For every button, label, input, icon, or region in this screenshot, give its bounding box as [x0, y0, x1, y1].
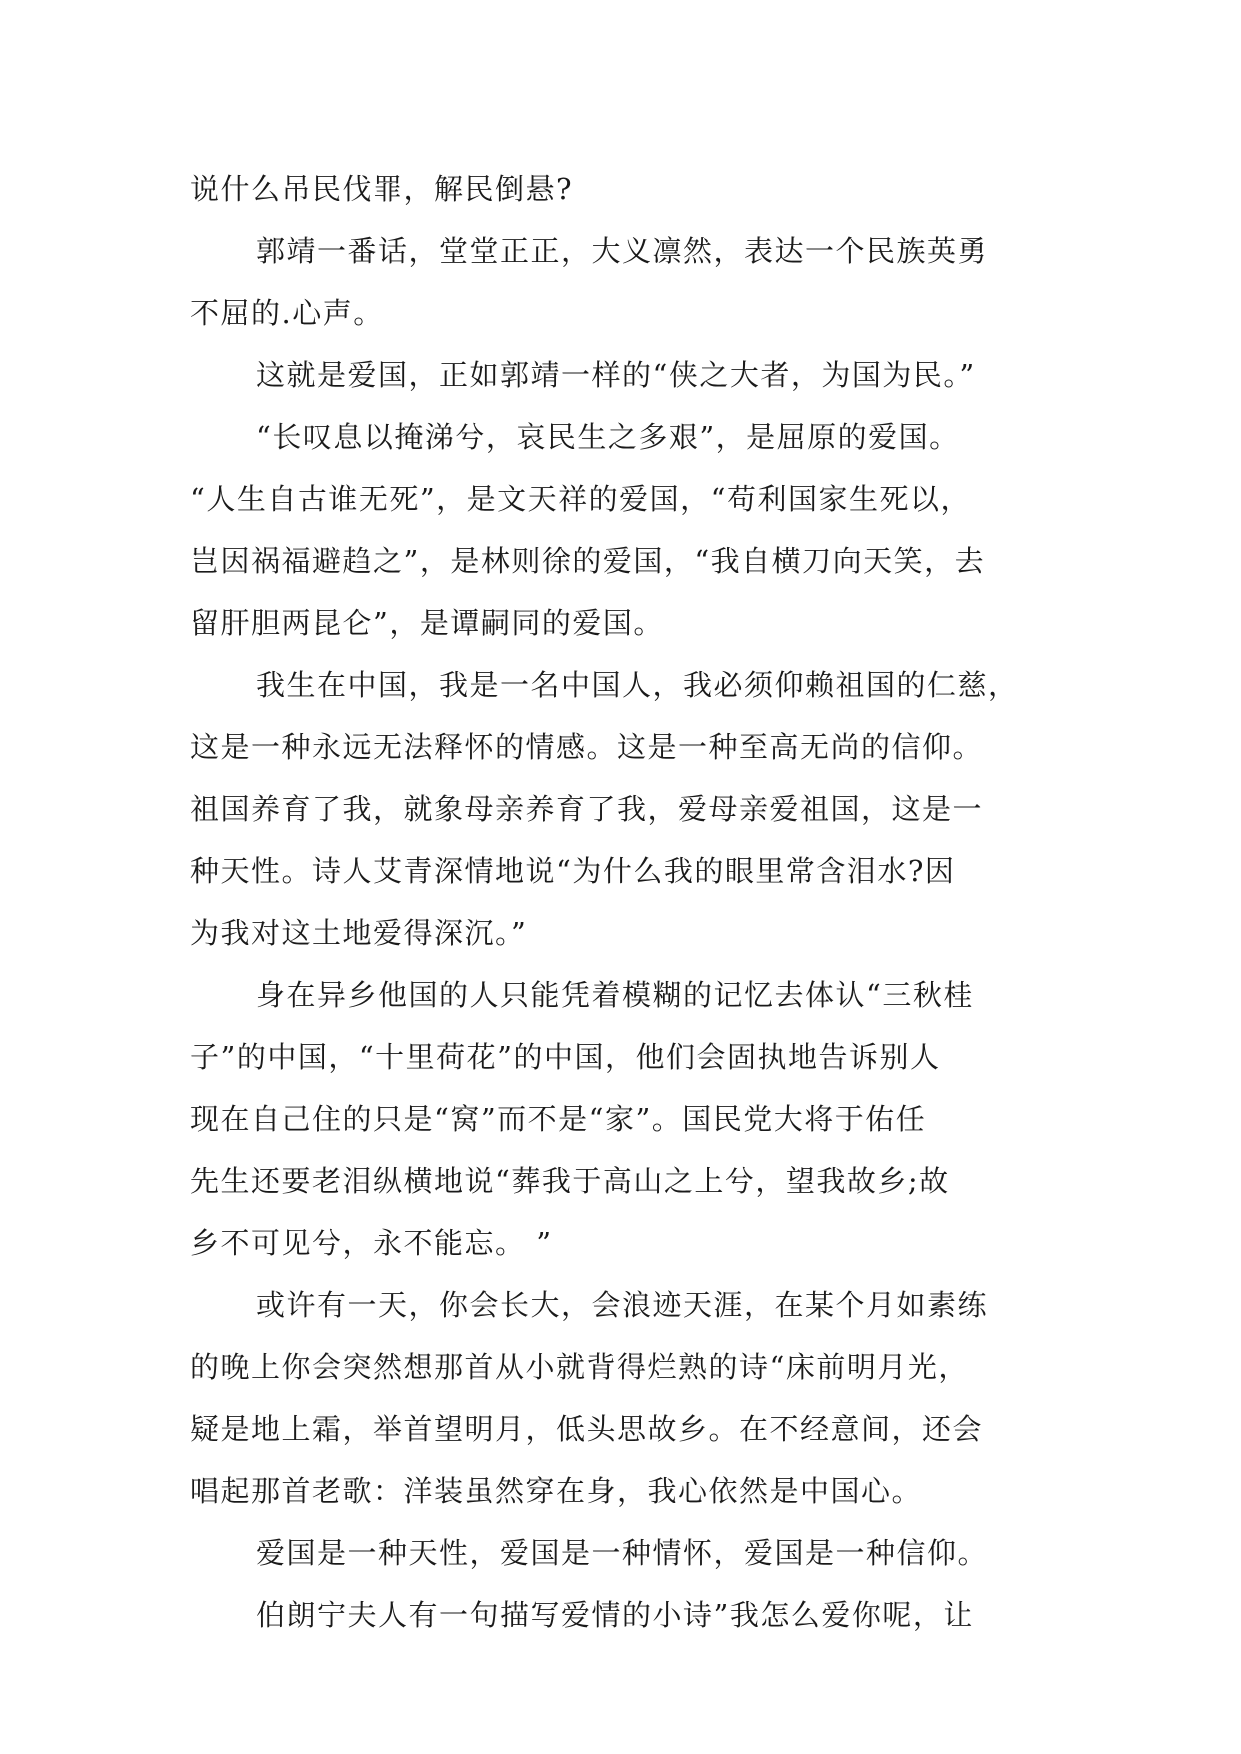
text-line: 这就是爱国，正如郭靖一样的“侠之大者，为国为民。” — [256, 358, 976, 392]
text-line: 疑是地上霜，举首望明月，低头思故乡。在不经意间，还会 — [190, 1412, 984, 1446]
body-text — [190, 158, 1070, 1646]
text-line: 或许有一天，你会长大，会浪迹天涯，在某个月如素练 — [256, 1288, 989, 1322]
text-line: 我生在中国，我是一名中国人，我必须仰赖祖国的仁慈， — [256, 668, 1019, 702]
text-line: 祖国养育了我，就象母亲养育了我，爱母亲爱祖国，这是一 — [190, 792, 984, 826]
text-line: 的晚上你会突然想那首从小就背得烂熟的诗“床前明月光， — [190, 1350, 969, 1384]
text-line: “长叹息以掩涕兮，哀民生之多艰”，是屈原的爱国。 — [256, 420, 960, 454]
text-line: “人生自古谁无死”，是文天祥的爱国，“苟利国家生死以， — [190, 482, 971, 516]
text-line: 唱起那首老歌：洋装虽然穿在身，我心依然是中国心。 — [190, 1474, 923, 1508]
text-line: 为我对这土地爱得深沉。” — [190, 916, 528, 950]
text-line: 现在自己住的只是“窝”而不是“家”。国民党大将于佑任 — [190, 1102, 927, 1136]
text-line: 郭靖一番话，堂堂正正，大义凛然，表达一个民族英勇 — [256, 234, 989, 268]
text-line: 先生还要老泪纵横地说“葬我于高山之上兮，望我故乡;故 — [190, 1164, 950, 1198]
text-line: 身在异乡他国的人只能凭着模糊的记忆去体认“三秋桂 — [256, 978, 974, 1012]
text-line: 种天性。诗人艾青深情地说“为什么我的眼里常含泪水?因 — [190, 854, 956, 888]
text-line: 爱国是一种天性，爱国是一种情怀，爱国是一种信仰。 — [256, 1536, 989, 1570]
text-line: 不屈的.心声。 — [190, 296, 384, 330]
text-line: 岂因祸福避趋之”，是林则徐的爱国，“我自横刀向天笑，去 — [190, 544, 986, 578]
text-line: 伯朗宁夫人有一句描写爱情的小诗”我怎么爱你呢，让 — [256, 1598, 974, 1632]
text-line: 乡不可见兮，永不能忘。 ” — [190, 1226, 553, 1260]
text-line: 留肝胆两昆仑”，是谭嗣同的爱国。 — [190, 606, 664, 640]
text-line: 子”的中国，“十里荷花”的中国，他们会固执地告诉别人 — [190, 1040, 941, 1074]
text-line: 说什么吊民伐罪，解民倒悬? — [190, 172, 574, 206]
text-line: 这是一种永远无法释怀的情感。这是一种至高无尚的信仰。 — [190, 730, 984, 764]
